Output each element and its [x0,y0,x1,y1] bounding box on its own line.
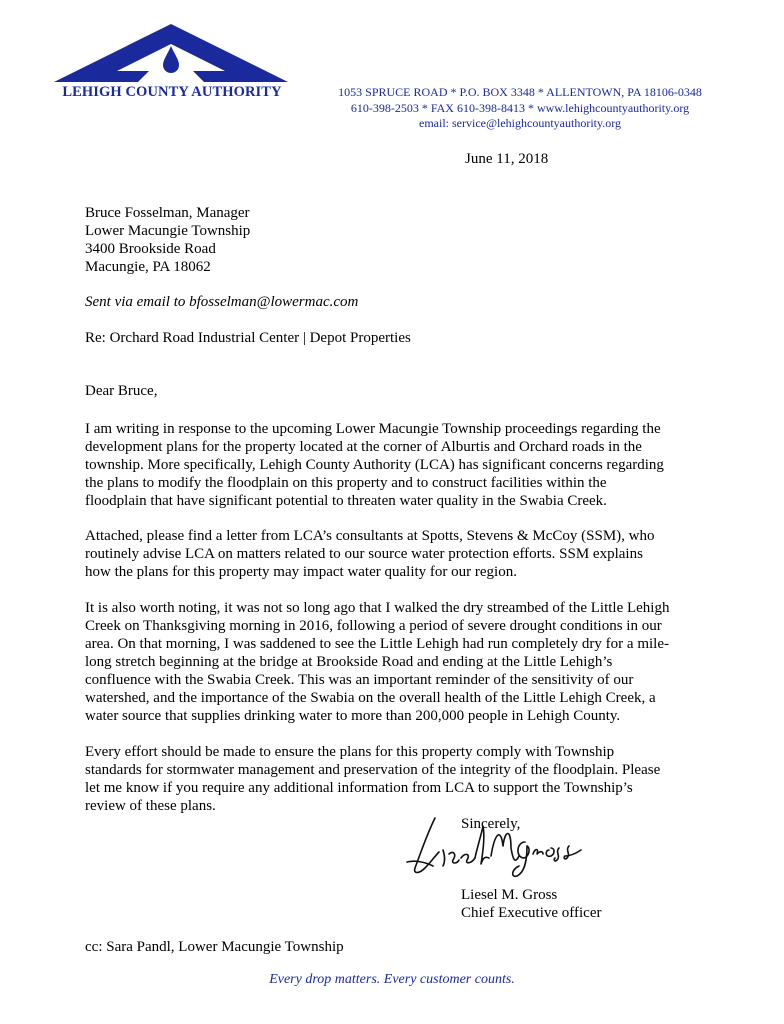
text-line: routinely advise LCA on matters related to our source water protection efforts. SSM explains [85,546,643,562]
address-line: 1053 SPRUCE ROAD * P.O. BOX 3348 * ALLENTOWN, PA 18106-0348 [338,85,702,99]
email-line: email: service@lehighcountyauthority.org [419,116,621,130]
text-line: standards for stormwater management and preservation of the integrity of the floodplain. Please [85,762,661,778]
text-line: how the plans for this property may impact water quality for our region. [85,564,517,580]
phone-line: 610-398-2503 * FAX 610-398-8413 * www.lehighcountyauthority.org [350,100,690,115]
signer-name: Liesel M. Gross [461,887,558,903]
text-line: confluence with the Swabia Creek. This was an important reminder of the sensitivity of our [85,672,634,688]
text-line: development plans for the property located at the corner of Alburtis and Orchard roads in the [85,439,642,455]
closing: Sincerely, [461,816,521,832]
text-line: review of these plans. [85,798,216,814]
paragraph-4 [85,743,725,815]
contact-block [300,85,740,132]
text-line: township. More specifically, Lehigh County Authority (LCA) has significant concerns regarding [85,457,664,473]
org-name: LEHIGH COUNTY AUTHORITY [62,84,282,100]
lca-logo-icon [52,22,290,84]
recipient-line: Bruce Fosselman, Manager [85,205,250,221]
recipient-address [85,204,250,276]
cc-line: cc: Sara Pandl, Lower Macungie Township [85,939,344,955]
text-line: floodplain that have significant potential to threaten water quality in the Swabia Creek. [85,493,607,509]
letter-date: June 11, 2018 [465,151,549,167]
footer-tagline: Every drop matters. Every customer counts. [269,972,515,987]
text-line: water source that supplies drinking water to more than 200,000 people in Lehigh County. [85,708,621,724]
recipient-line: 3400 Brookside Road [85,241,216,257]
text-line: I am writing in response to the upcoming Lower Macungie Township proceedings regarding the [85,421,661,437]
text-line: let me know if you require any additional information from LCA to support the Township’s [85,780,633,796]
signer-title: Chief Executive officer [461,905,602,921]
text-line: long stretch beginning at the bridge at Brookside Road and ending at the Little Lehigh’s [85,654,613,670]
text-line: the plans to modify the floodplain on this property and to construct facilities within the [85,475,607,491]
salutation: Dear Bruce, [85,383,158,399]
text-line: Creek on Thanksgiving morning in 2016, following a period of severe drought conditions in our [85,618,662,634]
paragraph-2 [85,527,725,581]
text-line: Attached, please find a letter from LCA’s consultants at Spotts, Stevens & McCoy (SSM), who [85,528,655,544]
text-line: Every effort should be made to ensure the plans for this property comply with Township [85,744,615,760]
paragraph-1 [85,420,725,510]
text-line: watershed, and the importance of the Swabia on the overall health of the Little Lehigh Creek, a [85,690,656,706]
text-line: area. On that morning, I was saddened to see the Little Lehigh had run completely dry for a mile- [85,636,669,652]
paragraph-3 [85,599,725,725]
sent-via-note: Sent via email to bfosselman@lowermac.com [85,294,359,310]
recipient-line: Lower Macungie Township [85,223,251,239]
handwritten-signature [405,812,585,880]
signer-block [461,886,602,922]
text-line: It is also worth noting, it was not so long ago that I walked the dry streambed of the Little Lehigh [85,600,670,616]
recipient-line: Macungie, PA 18062 [85,259,211,275]
re-line: Re: Orchard Road Industrial Center | Depot Properties [85,330,411,346]
